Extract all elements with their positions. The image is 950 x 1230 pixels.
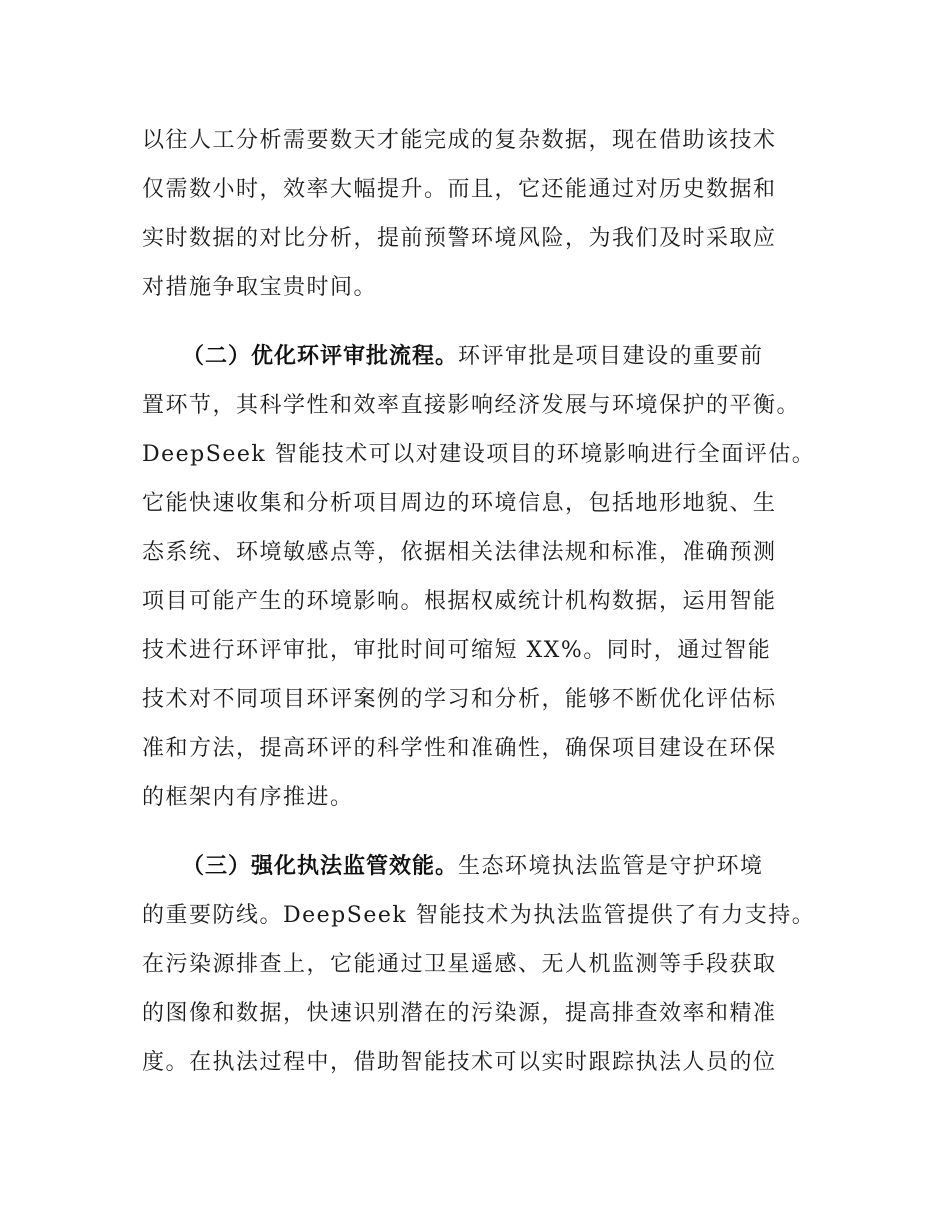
paragraph-line: 准和方法，提高环评的科学性和准确性，确保项目建设在环保 (142, 736, 777, 761)
paragraph-line: 仅需数小时，效率大幅提升。而且，它还能通过对历史数据和 (142, 177, 777, 202)
paragraph-line: 它能快速收集和分析项目周边的环境信息，包括地形地貌、生 (142, 491, 777, 516)
paragraph-line: 技术进行环评审批，审批时间可缩短 XX%。同时，通过智能 (142, 638, 772, 663)
paragraph-line: 技术对不同项目环评案例的学习和分析，能够不断优化评估标 (142, 687, 777, 712)
paragraph-first-line (182, 342, 764, 372)
paragraph-line: 度。在执法过程中，借助智能技术可以实时跟踪执法人员的位 (142, 1050, 777, 1075)
paragraph-line: 在污染源排查上，它能通过卫星遥感、无人机监测等手段获取 (142, 952, 777, 977)
paragraph-first-line (182, 852, 764, 882)
paragraph-line: 以往人工分析需要数天才能完成的复杂数据，现在借助该技术 (142, 128, 777, 153)
paragraph-text: 生态环境执法监管是守护环境 (458, 854, 764, 879)
section-heading: （二）优化环评审批流程。 (182, 344, 459, 369)
paragraph-line: 对措施争取宝贵时间。 (142, 275, 378, 300)
paragraph-line: 置环节，其科学性和效率直接影响经济发展与环境保护的平衡。 (142, 393, 801, 418)
paragraph-line: 的图像和数据，快速识别潜在的污染源，提高排查效率和精准 (142, 1001, 777, 1026)
paragraph-text: 环评审批是项目建设的重要前 (458, 344, 764, 369)
paragraph-line: DeepSeek 智能技术可以对建设项目的环境影响进行全面评估。 (142, 442, 816, 467)
paragraph-line: 态系统、环境敏感点等，依据相关法律法规和标准，准确预测 (142, 540, 777, 565)
paragraph-line: 的框架内有序推进。 (142, 785, 354, 810)
paragraph-line: 的重要防线。DeepSeek 智能技术为执法监管提供了有力支持。 (142, 903, 816, 928)
section-heading: （三）强化执法监管效能。 (182, 854, 459, 879)
paragraph-line: 项目可能产生的环境影响。根据权威统计机构数据，运用智能 (142, 589, 777, 614)
paragraph-line: 实时数据的对比分析，提前预警环境风险，为我们及时采取应 (142, 226, 777, 251)
